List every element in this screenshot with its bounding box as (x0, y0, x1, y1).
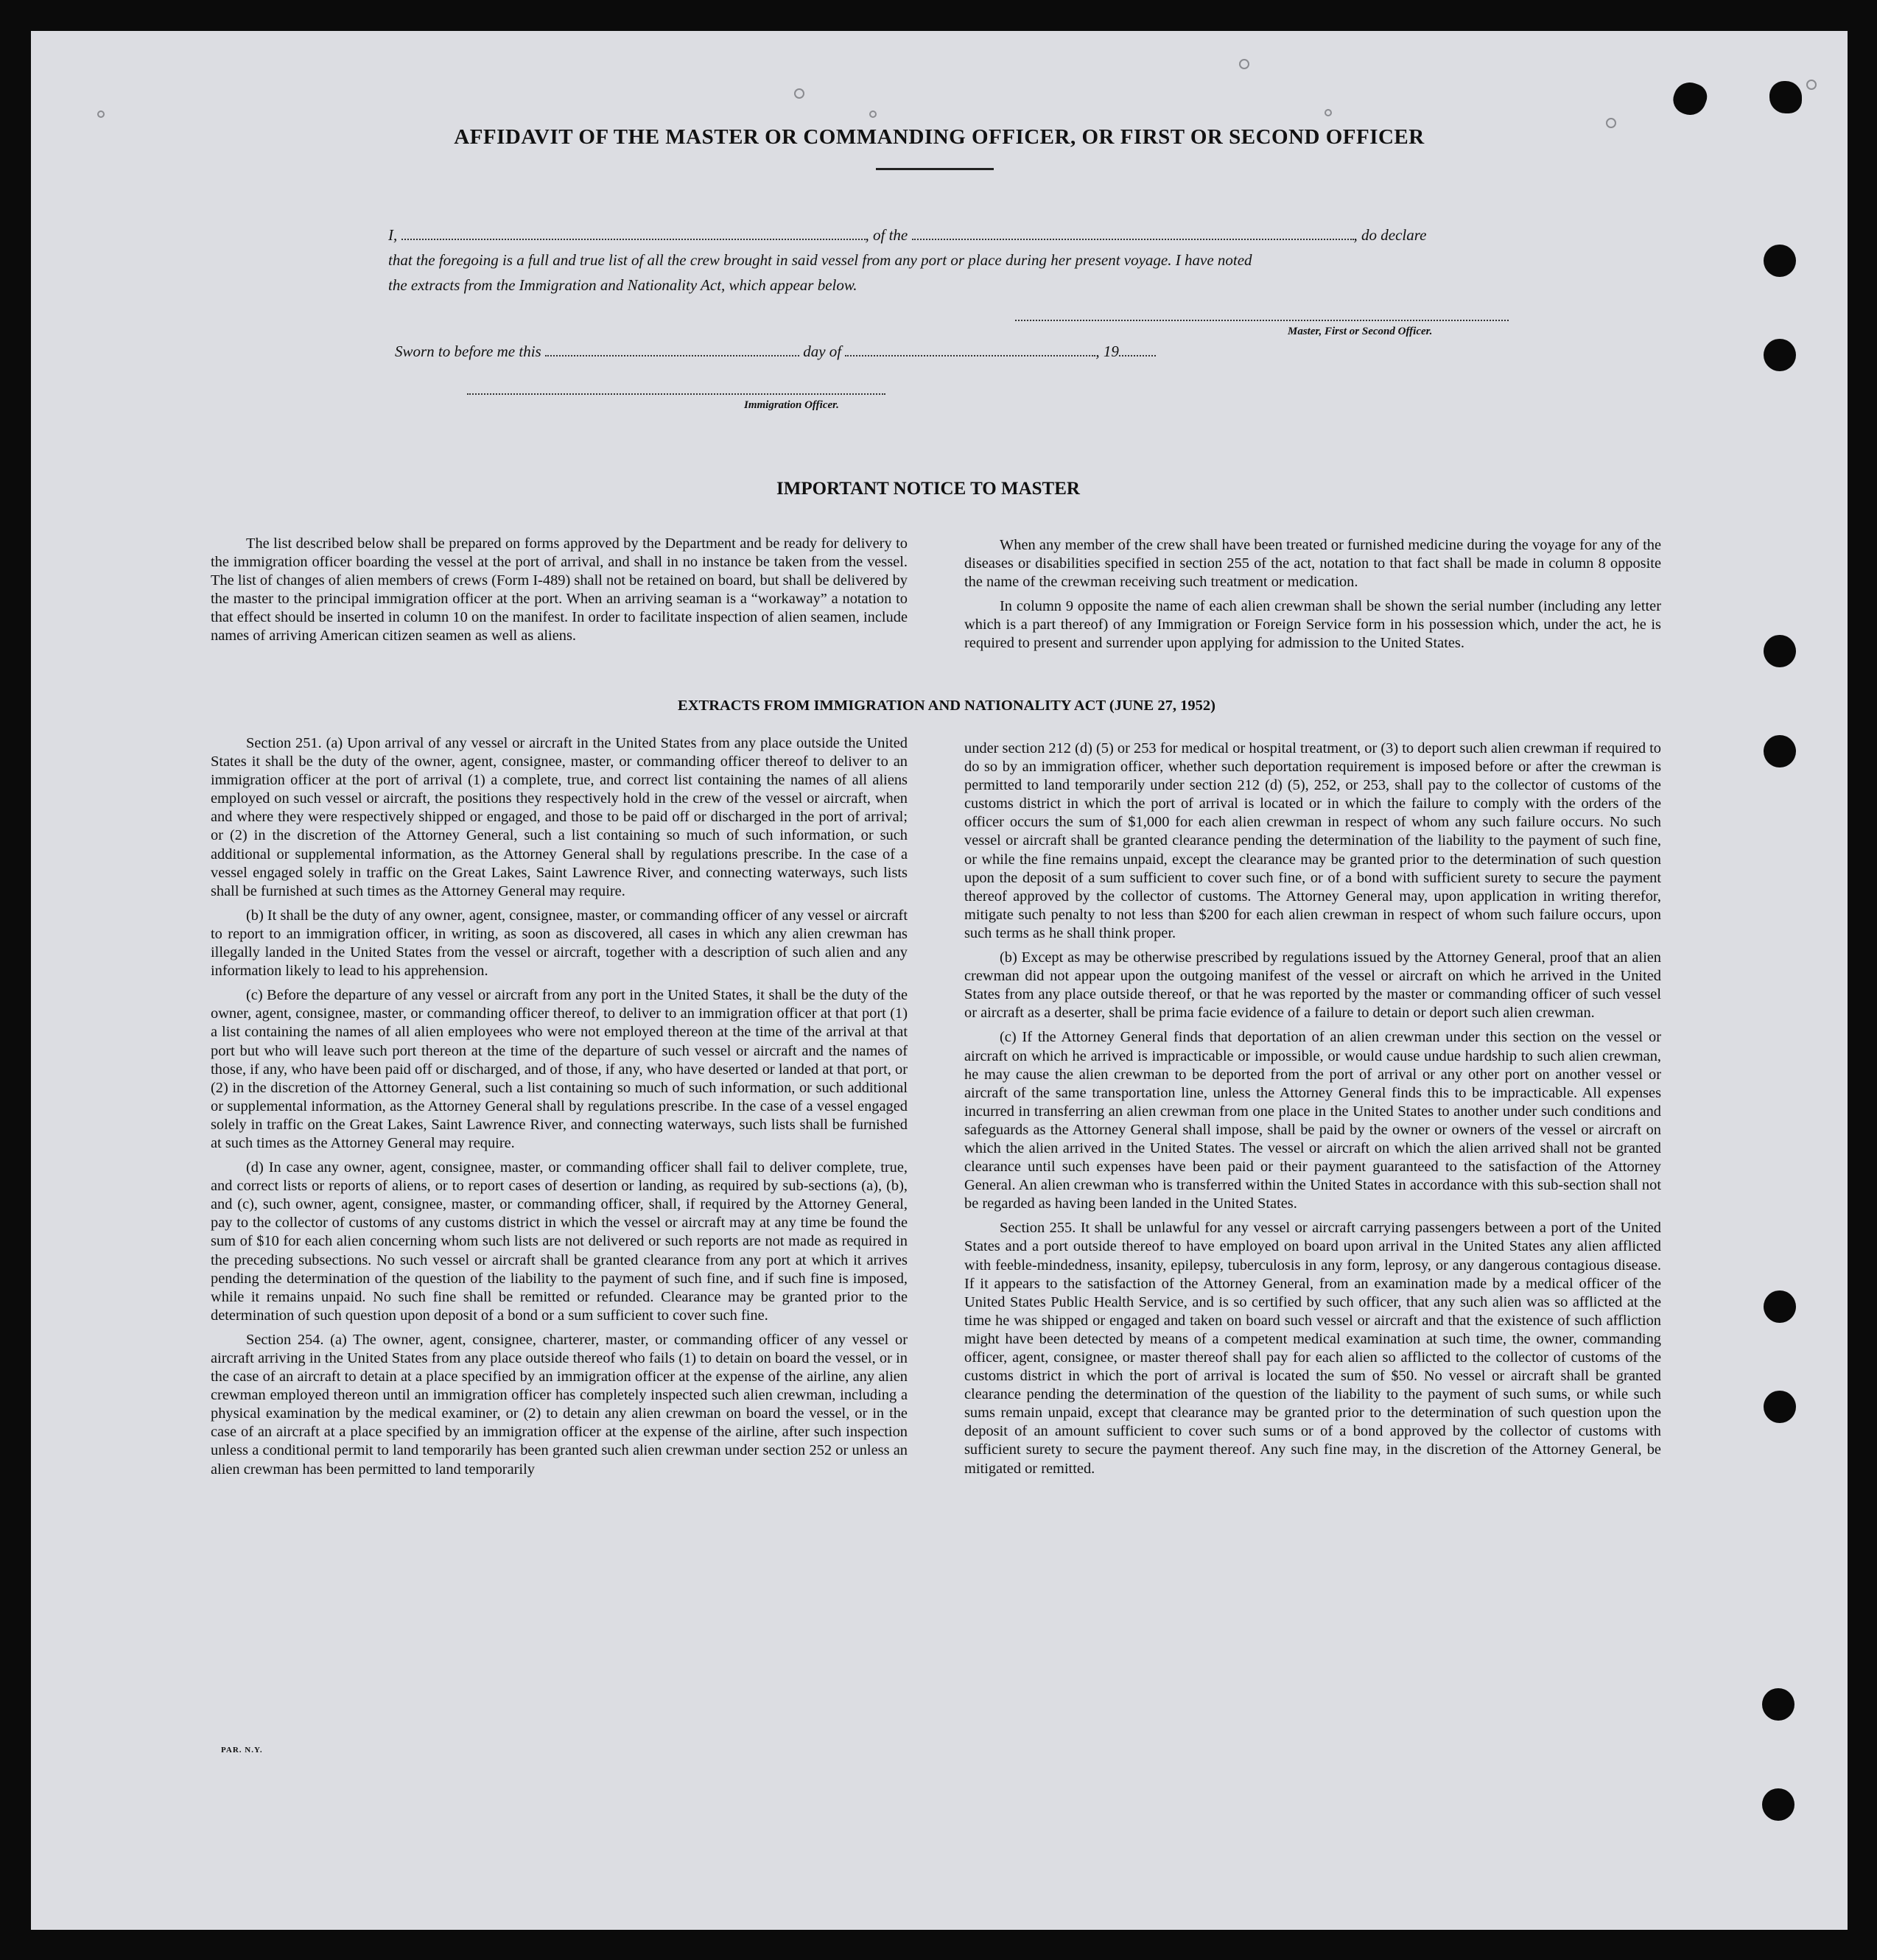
officer-signature-line[interactable] (467, 393, 885, 395)
title-underline (876, 168, 994, 170)
master-signature-line[interactable] (1015, 320, 1509, 321)
declaration-line-1 (388, 222, 1545, 247)
binder-hole (1764, 1290, 1796, 1323)
notice-paragraph: When any member of the crew shall have been treated or furnished medicine during the voyage for any of the diseases or disabilities specified in section 255 of the act, notation to that fact shall be made in column 8 opposite the name of the crewman receiving such treatment or medication. (964, 537, 1661, 591)
declaration (388, 222, 1545, 298)
declaration-of-the: , of the (865, 226, 908, 244)
form-title: AFFIDAVIT OF THE MASTER OR COMMANDING OFFICER, OR FIRST OR SECOND OFFICER (454, 125, 1425, 149)
declarant-name-field[interactable] (401, 224, 866, 240)
sworn-month-field[interactable] (845, 340, 1095, 356)
extract-paragraph: (c) Before the departure of any vessel or aircraft from any port in the United States, it shall be the duty of the owner, agent, consignee, master, or commanding officer thereof, to deliver to an immigration officer at that port (1) a list containing the names of all alien employees who were not employed thereon at the time of the arrival at that port but who will leave such port thereon at the time of the departure of such vessel or aircraft and the names of those, if any, who have been paid off or discharged, and of those, if any, who have deserted or landed at that port, or (2) in the discretion of the Attorney General, such a list containing so much of such information, or such additional or supplemental information, as the Attorney General shall by regulations prescribe. In the case of a vessel engaged solely in traffic on the Great Lakes, Saint Lawrence River, and connecting waterways, such lists shall be furnished at such times as the Attorney General may require. (211, 987, 908, 1151)
paper-speck (794, 88, 804, 99)
declaration-line-2: that the foregoing is a full and true list of all the crew brought in said vessel from any port or place during her present voyage. I have noted (388, 251, 1252, 269)
paper-speck (1806, 80, 1817, 90)
binder-hole (1764, 735, 1796, 768)
binder-hole (1764, 1391, 1796, 1423)
paper-speck (1325, 109, 1332, 116)
binder-hole (1762, 1788, 1794, 1821)
extract-paragraph: Section 254. (a) The owner, agent, consignee, charterer, master, or commanding officer of any vessel or aircraft arriving in the United States from any place outside thereof who fails (1) to detain on board the vessel, or in the case of an aircraft to detain at a place specified by an immigration officer at the expense of the airline, any alien crewman employed thereon until an immigration officer has completely inspected such alien crewman, including a physical examination by the medical examiner, or (2) to detain any alien crewman on board the vessel, or in the case of an aircraft at a place specified by an immigration officer at the expense of the airline, after such inspection unless a conditional permit to land temporarily has been granted such alien crewman under section 252 or unless an alien crewman has been permitted to land temporarily (211, 1331, 908, 1478)
document-page (31, 31, 1848, 1930)
vessel-name-field[interactable] (912, 224, 1354, 240)
sworn-year: , 19 (1095, 343, 1119, 360)
extracts-title: EXTRACTS FROM IMMIGRATION AND NATIONALITY ACT (JUNE 27, 1952) (678, 698, 1215, 714)
sworn-year-field[interactable] (1119, 340, 1156, 356)
declaration-line-3: the extracts from the Immigration and Nationality Act, which appear below. (388, 276, 857, 294)
declaration-do-declare: , do declare (1353, 226, 1427, 244)
binder-hole (1764, 635, 1796, 667)
extract-paragraph: under section 212 (d) (5) or 253 for medical or hospital treatment, or (3) to deport such alien crewman if required to do so by an immigration officer, whether such deportation requirement is imposed before or after the crewman is permitted to land temporarily under section 212 (d) (5), 252, or 253, shall pay to the collector of customs of the customs district in which the port of arrival is located or in which the failure to comply with the orders of the officer occurs the sum of $1,000 for each alien crewman in respect of whom any such failure occurs. No such vessel or aircraft shall be granted clearance pending the determination of the liability to the payment of such fine, or while the fine remains unpaid, except the clearance may be granted prior to the determination of such question upon the deposit of a sum sufficient to cover such fine, or of a bond with sufficient surety to secure the payment thereof approved by the collector of customs. The Attorney General may, upon application in writing therefor, mitigate such penalty to not less than $200 for each alien crewman in respect of whom such failure occurs, upon such terms as he shall think proper. (964, 740, 1661, 941)
extract-paragraph: (b) It shall be the duty of any owner, agent, consignee, master, or commanding officer of any vessel or aircraft to report to an immigration officer, in writing, as soon as discovered, all cases in which any alien crewman has illegally landed in the United States from the vessel or aircraft, together with a description of such alien and any information likely to lead to his apprehension. (211, 907, 908, 980)
paper-speck (97, 110, 105, 118)
paper-speck (1239, 59, 1249, 69)
extract-paragraph: (b) Except as may be otherwise prescribed by regulations issued by the Attorney General, proof that an alien crewman did not appear upon the outgoing manifest of the vessel or aircraft on which he arrived in the United States from any place outside thereof, or that he was reported by the master or commanding officer of such vessel or aircraft as a deserter, shall be prima facie evidence of a failure to detain or deport such alien crewman. (964, 949, 1661, 1022)
printer-mark: PAR. N.Y. (221, 1746, 263, 1754)
sworn-line (395, 339, 1551, 364)
notice-paragraph: In column 9 opposite the name of each alien crewman shall be shown the serial number (including any letter which is a part thereof) of any Immigration or Foreign Service form in his possession which, under the act, he is required to present and surrender upon applying for admission to the United States. (964, 598, 1661, 652)
notice-left-column (211, 535, 908, 652)
extract-paragraph: Section 255. It shall be unlawful for any vessel or aircraft carrying passengers between a port of the United States and a port outside thereof to have employed on board upon arrival in the United States any alien afflicted with feeble-mindedness, insanity, epilepsy, tuberculosis in any form, leprosy, or any dangerous contagious disease. If it appears to the satisfaction of the Attorney General, from an examination made by a medical officer of the United States Public Health Service, and is so certified by such officer, that any such alien was so afflicted at the time he was shipped or engaged and taken on board such vessel or aircraft and that the existence of such affliction might have been detected by means of a competent medical examination at such time, the owner, commanding officer, agent, consignee, or master thereof shall pay for each alien so afflicted to the collector of customs of the customs district in which the port of arrival is located the sum of $50. No vessel or aircraft shall be granted clearance pending the determination of the question of the liability to the payment of such sums, or while such sums remain unpaid, except that clearance may be granted prior to the determination of such question upon the deposit of an amount sufficient to cover such sums or of a bond approved by the collector of customs with sufficient surety to secure the payment thereof. Any such fine may, in the discretion of the Attorney General, be mitigated or remitted. (964, 1220, 1661, 1477)
officer-signature-label: Immigration Officer. (744, 399, 839, 411)
extracts-left-column (211, 734, 908, 1485)
paper-speck (869, 110, 877, 118)
binder-hole (1764, 245, 1796, 277)
sworn-prefix: Sworn to before me this (395, 343, 541, 360)
binder-hole (1762, 1688, 1794, 1721)
sworn-day-field[interactable] (545, 340, 799, 356)
sworn-day-of: day of (803, 343, 842, 360)
binder-hole (1764, 339, 1796, 371)
extract-paragraph: Section 251. (a) Upon arrival of any vessel or aircraft in the United States from any place outside the United States it shall be the duty of the owner, agent, consignee, master, or commanding officer thereof to deliver to an immigration officer at the port of arrival (1) a complete, true, and correct list containing the names of all aliens employed on such vessel or aircraft, the positions they respectively hold in the crew of the vessel or aircraft, when and where they were respectively shipped or engaged, and those to be paid off or discharged in the port of arrival; or (2) in the discretion of the Attorney General, such a list containing so much of such information, or such additional or supplemental information, as the Attorney General shall by regulations prescribe. In the case of a vessel engaged solely in traffic on the Great Lakes, Saint Lawrence River, and connecting waterways, such lists shall be furnished at such times as the Attorney General may require. (211, 735, 908, 899)
notice-paragraph: The list described below shall be prepared on forms approved by the Department and be ready for delivery to the immigration officer boarding the vessel at the port of arrival, and shall in no instance be taken from the vessel. The list of changes of alien members of crews (Form I-489) shall not be retained on board, but shall be delivered by the master to the principal immigration officer at the port. When an arriving seaman is a “workaway” a notation to that effect should be inserted in column 10 on the manifest. In order to facilitate inspection of alien seamen, include names of arriving American citizen seamen as well as aliens. (211, 535, 908, 644)
binder-hole (1769, 81, 1802, 113)
master-signature-label: Master, First or Second Officer. (1288, 326, 1433, 337)
notice-right-column (964, 536, 1661, 659)
binder-hole (1669, 78, 1711, 119)
declaration-i: I, (388, 226, 398, 244)
notice-title: IMPORTANT NOTICE TO MASTER (776, 479, 1080, 499)
extract-paragraph: (c) If the Attorney General finds that deportation of an alien crewman under this section on the vessel or aircraft on which he arrived is impracticable or impossible, or would cause undue hardship to such alien crewman, he may cause the alien crewman to be deported from the port of arrival or any other port on another vessel or aircraft of the same transportation line, unless the Attorney General finds this to be impracticable. All expenses incurred in transferring an alien crewman from one place in the United States to another under such conditions and safeguards as the Attorney General shall impose, shall be paid by the owner or owners of the vessel or aircraft on which the alien arrived in the United States. The vessel or aircraft on which the alien arrived shall not be granted clearance until such expenses have been paid or their payment guaranteed to the satisfaction of the Attorney General. An alien crewman who is transferred within the United States in accordance with this sub-section shall not be regarded as having been landed in the United States. (964, 1029, 1661, 1212)
extract-paragraph: (d) In case any owner, agent, consignee, master, or commanding officer shall fail to deliver complete, true, and correct lists or reports of aliens, or to report cases of desertion or landing, as required by sub-sections (a), (b), and (c), such owner, agent, consignee, master, or commanding officer, shall, if required by the Attorney General, pay to the collector of customs of any customs district in which the vessel or aircraft may at any time be found the sum of $10 for each alien concerning whom such lists are not delivered or such reports are not made as required in the preceding subsections. No such vessel or aircraft shall be granted clearance from any port at which it arrives pending the determination of the question of the liability to the payment of such fine, and if such fine is imposed, while it remains unpaid. No such fine shall be remitted or refunded. Clearance may be granted prior to the determination of such question upon deposit of a bond or a sum sufficient to cover such fine. (211, 1159, 908, 1324)
extracts-right-column (964, 740, 1661, 1484)
